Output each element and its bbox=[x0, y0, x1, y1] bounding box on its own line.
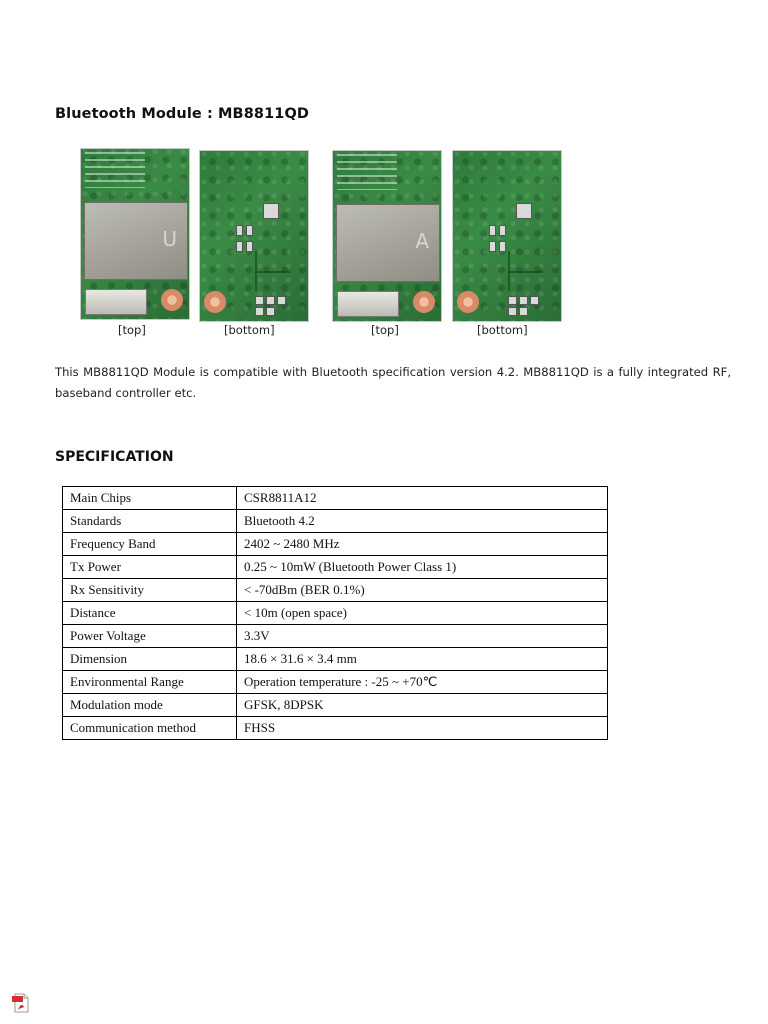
shield-letter: U bbox=[162, 227, 177, 251]
spec-key: Rx Sensitivity bbox=[63, 579, 237, 602]
spec-value: 2402 ~ 2480 MHz bbox=[237, 533, 608, 556]
chip bbox=[508, 296, 517, 305]
section-title: SPECIFICATION bbox=[55, 449, 174, 465]
trace bbox=[255, 271, 290, 273]
solder-pad bbox=[413, 291, 435, 313]
pdf-icon[interactable] bbox=[12, 993, 30, 1013]
chip bbox=[236, 225, 243, 236]
silkscreen-label bbox=[85, 152, 145, 188]
table-row bbox=[63, 556, 608, 579]
photo-caption: [top] bbox=[371, 323, 399, 337]
chip bbox=[255, 307, 264, 316]
spec-key: Distance bbox=[63, 602, 237, 625]
spec-value: 18.6 × 31.6 × 3.4 mm bbox=[237, 648, 608, 671]
spec-value: GFSK, 8DPSK bbox=[237, 694, 608, 717]
table-row bbox=[63, 579, 608, 602]
photo-caption: [bottom] bbox=[477, 323, 528, 337]
chip bbox=[236, 241, 243, 252]
spec-key: Main Chips bbox=[63, 487, 237, 510]
chip bbox=[519, 296, 528, 305]
table-row bbox=[63, 533, 608, 556]
spec-key: Frequency Band bbox=[63, 533, 237, 556]
solder-pad bbox=[204, 291, 226, 313]
shield-letter: A bbox=[415, 229, 429, 253]
pcb-bottom-image bbox=[199, 150, 309, 322]
pcb-top-image bbox=[332, 150, 442, 322]
spec-value: Bluetooth 4.2 bbox=[237, 510, 608, 533]
spec-key: Power Voltage bbox=[63, 625, 237, 648]
table-row bbox=[63, 694, 608, 717]
photo-caption: [top] bbox=[118, 323, 146, 337]
spec-value: CSR8811A12 bbox=[237, 487, 608, 510]
spec-value: < 10m (open space) bbox=[237, 602, 608, 625]
spec-key: Communication method bbox=[63, 717, 237, 740]
table-row bbox=[63, 510, 608, 533]
table-row bbox=[63, 671, 608, 694]
chip bbox=[263, 203, 279, 219]
connector bbox=[337, 291, 399, 317]
spec-key: Tx Power bbox=[63, 556, 237, 579]
spec-table bbox=[62, 486, 608, 740]
chip bbox=[266, 307, 275, 316]
table-row bbox=[63, 602, 608, 625]
chip bbox=[499, 241, 506, 252]
page-title: Bluetooth Module : MB8811QD bbox=[55, 106, 310, 122]
spec-value: < -70dBm (BER 0.1%) bbox=[237, 579, 608, 602]
spec-key: Standards bbox=[63, 510, 237, 533]
connector bbox=[85, 289, 147, 315]
chip bbox=[255, 296, 264, 305]
pdf-icon-graphic bbox=[12, 993, 30, 1013]
spec-key: Environmental Range bbox=[63, 671, 237, 694]
chip bbox=[499, 225, 506, 236]
chip bbox=[530, 296, 539, 305]
spec-key: Modulation mode bbox=[63, 694, 237, 717]
pcb-top-image bbox=[80, 148, 190, 320]
rf-shield bbox=[336, 204, 440, 282]
chip bbox=[246, 241, 253, 252]
spec-value: Operation temperature : -25 ~ +70℃ bbox=[237, 671, 608, 694]
chip bbox=[246, 225, 253, 236]
table-row bbox=[63, 648, 608, 671]
chip bbox=[516, 203, 532, 219]
rf-shield bbox=[84, 202, 188, 280]
table-row bbox=[63, 487, 608, 510]
chip bbox=[489, 225, 496, 236]
spec-value: 3.3V bbox=[237, 625, 608, 648]
photo-caption: [bottom] bbox=[224, 323, 275, 337]
solder-pad bbox=[161, 289, 183, 311]
chip bbox=[508, 307, 517, 316]
chip bbox=[266, 296, 275, 305]
solder-pad bbox=[457, 291, 479, 313]
silkscreen-label bbox=[337, 154, 397, 190]
spec-value: FHSS bbox=[237, 717, 608, 740]
intro-paragraph: This MB8811QD Module is compatible with Bluetooth specification version 4.2. MB8811QD is a fully integrated RF, baseband controller etc. bbox=[55, 365, 731, 400]
spec-value: 0.25 ~ 10mW (Bluetooth Power Class 1) bbox=[237, 556, 608, 579]
chip bbox=[489, 241, 496, 252]
chip bbox=[277, 296, 286, 305]
chip bbox=[519, 307, 528, 316]
table-row bbox=[63, 625, 608, 648]
table-row bbox=[63, 717, 608, 740]
trace bbox=[508, 271, 543, 273]
spec-key: Dimension bbox=[63, 648, 237, 671]
pcb-bottom-image bbox=[452, 150, 562, 322]
